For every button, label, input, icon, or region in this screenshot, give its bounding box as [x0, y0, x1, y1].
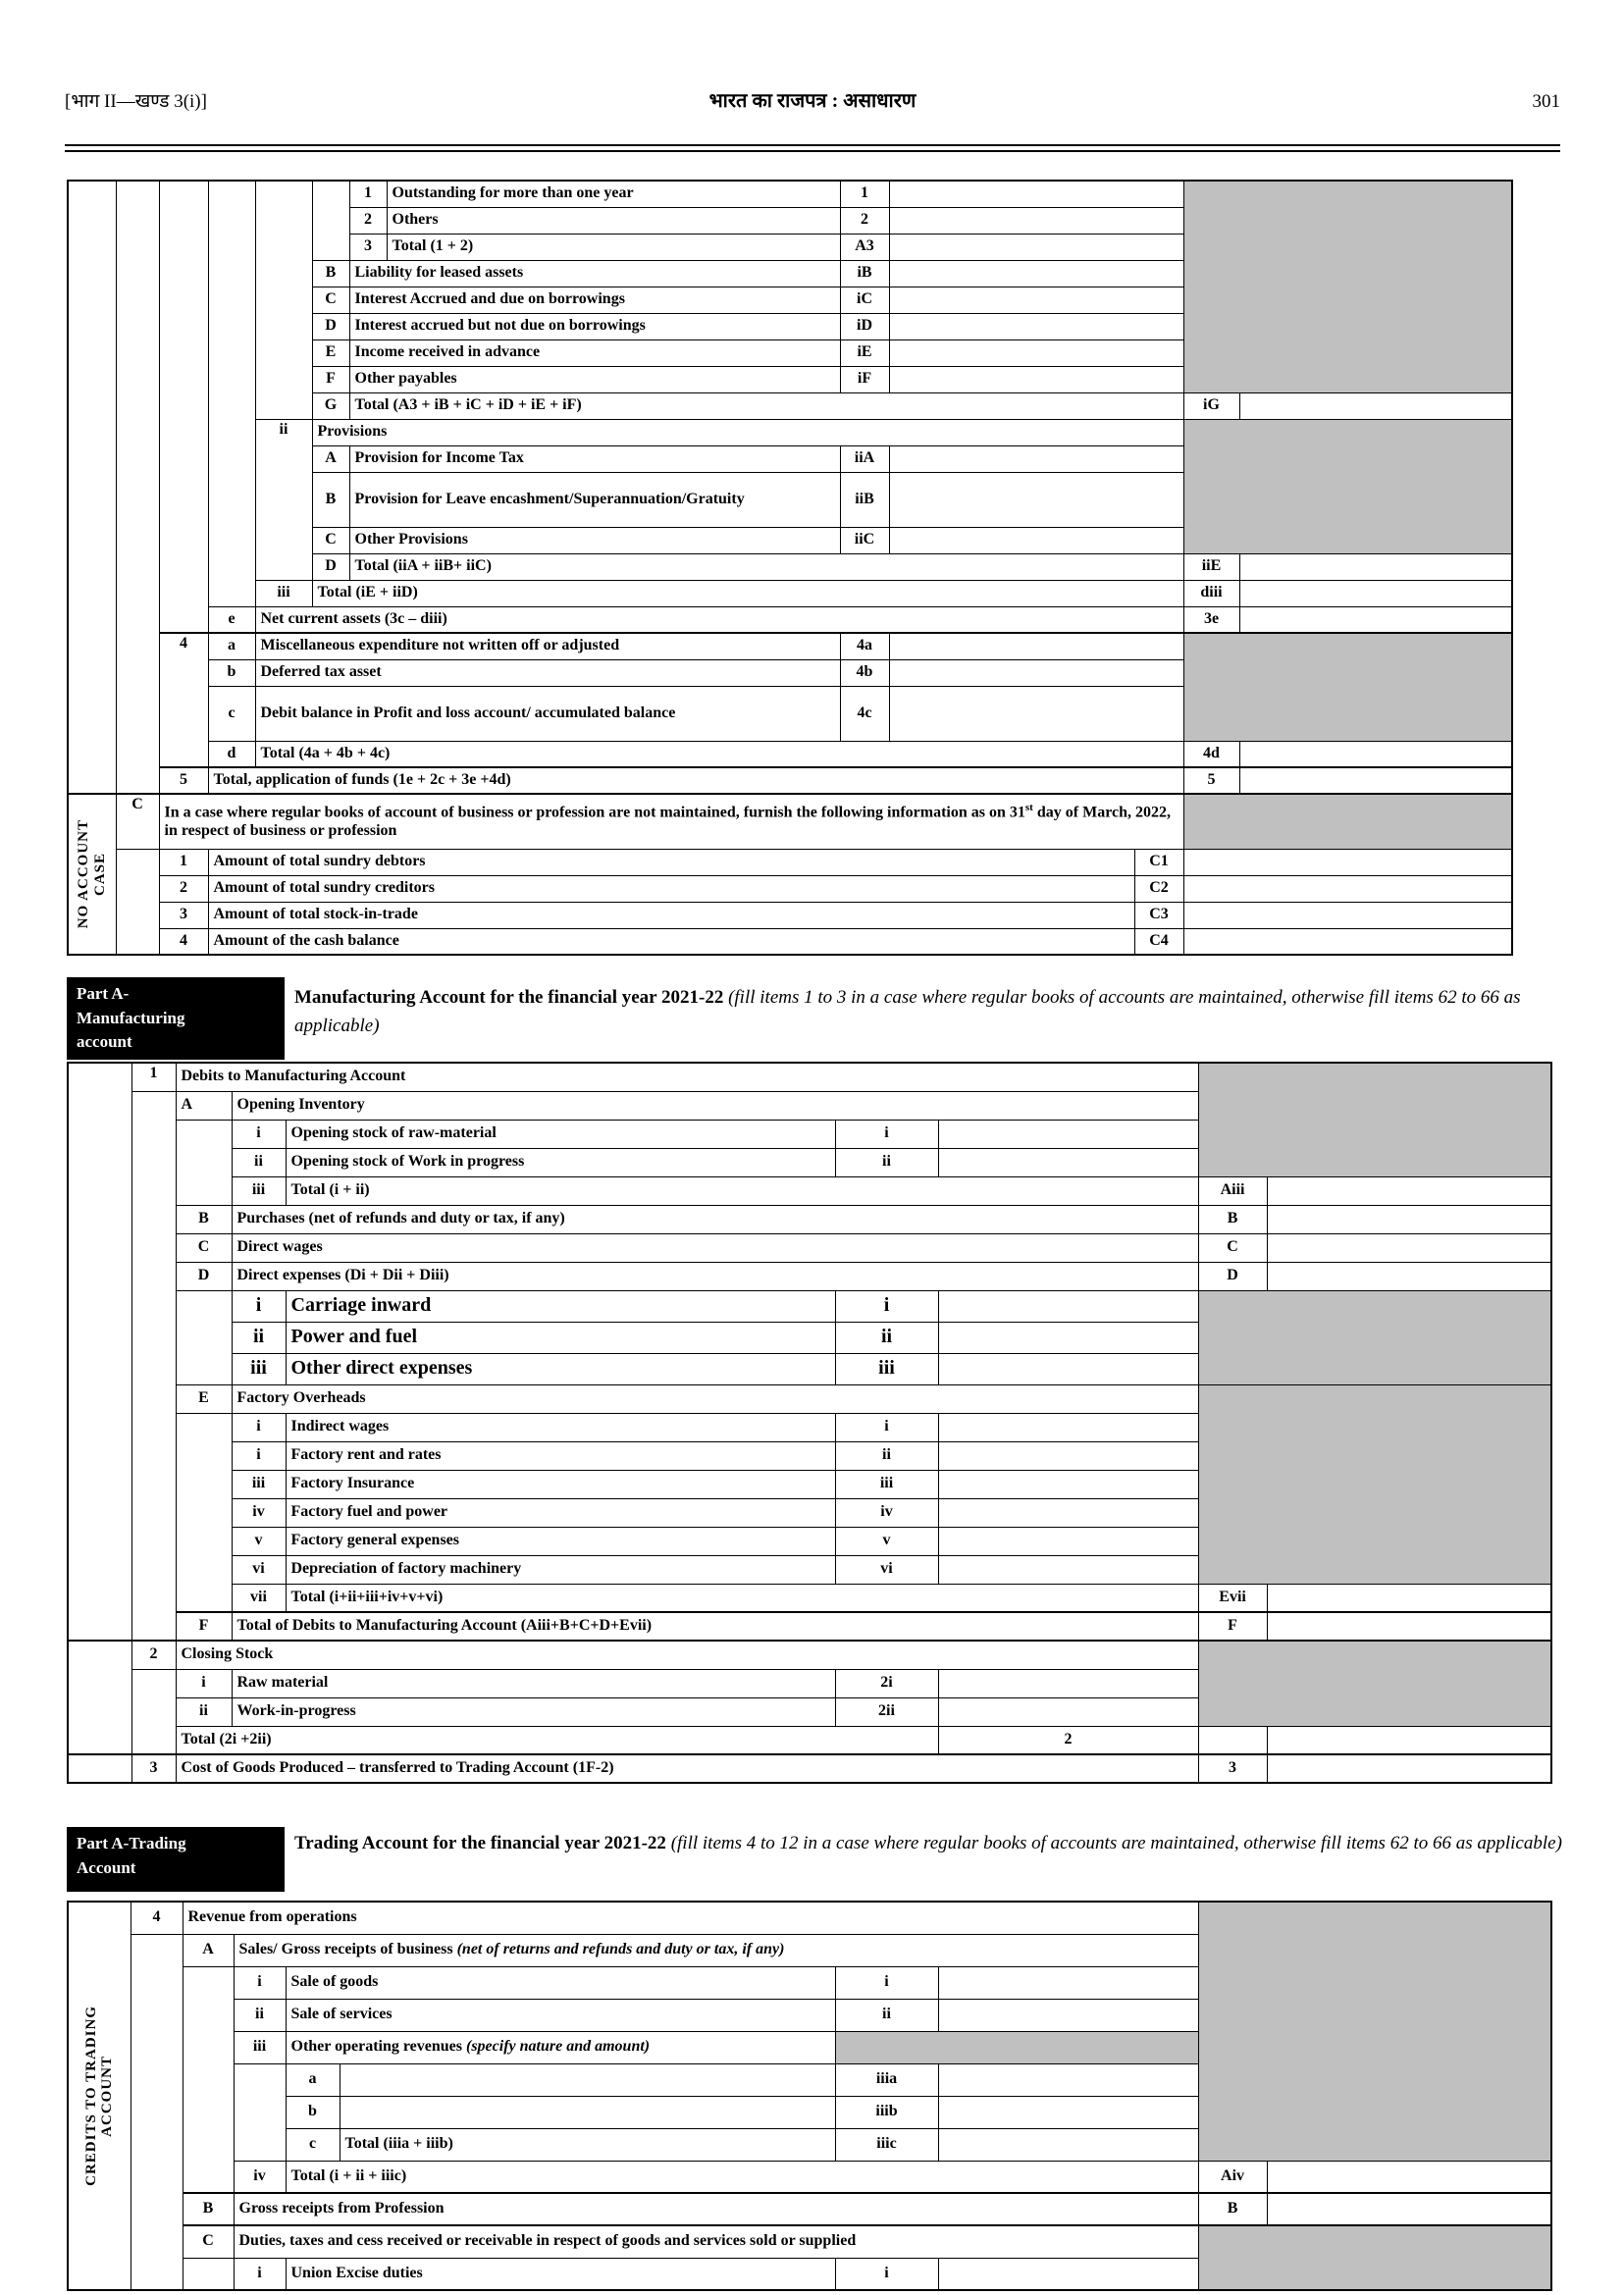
amount-input[interactable]	[1267, 1584, 1551, 1612]
empty-cell	[68, 1641, 131, 1754]
row-letter: A	[312, 445, 349, 472]
code-cell: iiC	[840, 527, 889, 553]
amount-input[interactable]	[1239, 741, 1512, 767]
amount-input[interactable]	[1239, 553, 1512, 580]
empty-cell	[176, 1290, 232, 1384]
row-letter: A	[183, 1934, 234, 1966]
item-text: Deferred tax asset	[255, 659, 840, 686]
row-letter: e	[208, 606, 255, 633]
item-text: Carriage inward	[286, 1290, 835, 1322]
shaded-cell	[835, 2031, 1198, 2063]
vertical-label-line: NO ACCOUNT	[76, 819, 92, 929]
amount-input[interactable]	[938, 1148, 1198, 1176]
amount-input[interactable]	[889, 287, 1183, 313]
shaded-cell	[1183, 181, 1512, 392]
row-letter: C	[312, 287, 349, 313]
code-cell: iv	[835, 1498, 938, 1527]
item-text: Provision for Income Tax	[349, 445, 840, 472]
code-cell: i	[835, 1966, 938, 1999]
empty-cell	[234, 2063, 286, 2161]
row-roman: ii	[234, 1999, 286, 2031]
amount-input[interactable]	[1267, 1205, 1551, 1233]
amount-input[interactable]	[1183, 875, 1512, 902]
row-roman: i	[232, 1441, 286, 1470]
row-number: 1	[349, 181, 387, 207]
empty-cell	[176, 1413, 232, 1612]
item-text: Total, application of funds (1e + 2c + 3e +4d)	[208, 767, 1183, 794]
trading-section-title	[294, 1829, 1614, 1857]
shaded-cell	[1198, 1641, 1551, 1726]
row-sub-letter: c	[286, 2128, 340, 2161]
code-cell: B	[1198, 2193, 1267, 2225]
amount-input[interactable]	[889, 339, 1183, 366]
item-text: Total (i+ii+iii+iv+v+vi)	[286, 1584, 1198, 1612]
vertical-label-line: ACCOUNT	[99, 2055, 116, 2137]
item-text: Indirect wages	[286, 1413, 835, 1441]
row-number: 4	[159, 633, 208, 767]
code-cell: iD	[840, 313, 889, 339]
row-letter: C	[116, 794, 159, 849]
item-text: Factory Overheads	[232, 1384, 1198, 1413]
amount-input[interactable]	[1267, 1233, 1551, 1262]
item-text: Total of Debits to Manufacturing Account (Aiii+B+C+D+Evii)	[232, 1612, 1198, 1641]
item-text: Provisions	[312, 419, 1183, 445]
row-roman: ii	[232, 1322, 286, 1353]
code-cell: 4d	[1183, 741, 1239, 767]
row-roman: i	[232, 1120, 286, 1148]
item-text: Other direct expenses	[286, 1353, 835, 1384]
amount-input[interactable]	[1239, 767, 1512, 794]
row-number: 1	[159, 849, 208, 875]
empty-cell	[159, 181, 208, 633]
amount-input[interactable]	[938, 1669, 1198, 1697]
amount-input[interactable]	[938, 1413, 1198, 1441]
shaded-cell	[1198, 1290, 1551, 1384]
code-cell: 3	[1198, 1754, 1267, 1783]
item-text: Work-in-progress	[232, 1697, 835, 1726]
amount-input[interactable]	[889, 234, 1183, 260]
row-number: 3	[159, 902, 208, 928]
gazette-title: भारत का राजपत्र : असाधारण	[708, 90, 917, 112]
amount-input[interactable]	[889, 527, 1183, 553]
row-letter: C	[176, 1233, 232, 1262]
vertical-label-line: CREDITS TO TRADING	[82, 2006, 99, 2186]
code-cell: i	[835, 2258, 938, 2290]
item-text: Other Provisions	[349, 527, 840, 553]
item-text: Miscellaneous expenditure not written off or adjusted	[255, 633, 840, 659]
code-cell: ii	[835, 1322, 938, 1353]
manufacturing-section-title	[294, 983, 1604, 1041]
trading-table	[67, 1901, 1552, 2291]
item-text: Interest Accrued and due on borrowings	[349, 287, 840, 313]
code-cell: iC	[840, 287, 889, 313]
superscript: st	[1024, 802, 1033, 814]
item-text: Closing Stock	[176, 1641, 1198, 1669]
item-text: Direct wages	[232, 1233, 1198, 1262]
amount-input[interactable]	[889, 445, 1183, 472]
code-cell: i	[835, 1413, 938, 1441]
item-text: Amount of total sundry debtors	[208, 849, 1134, 875]
item-text: Revenue from operations	[183, 1902, 1198, 1934]
amount-input[interactable]	[1267, 2161, 1551, 2193]
code-cell: iiia	[835, 2063, 938, 2096]
shaded-cell	[1198, 1384, 1551, 1584]
row-letter: F	[312, 366, 349, 392]
row-number: 2	[159, 875, 208, 902]
row-letter: D	[312, 313, 349, 339]
item-text: Total (iiA + iiB+ iiC)	[349, 553, 1183, 580]
row-roman: ii	[255, 419, 312, 580]
item-text: Other operating revenues (specify nature and amount)	[286, 2031, 835, 2063]
row-sub-letter: a	[286, 2063, 340, 2096]
shaded-cell	[1183, 794, 1512, 849]
amount-input[interactable]	[889, 659, 1183, 686]
amount-input[interactable]	[938, 2096, 1198, 2128]
empty-cell	[176, 1120, 232, 1205]
amount-input[interactable]	[1267, 1612, 1551, 1641]
row-roman: iii	[234, 2031, 286, 2063]
amount-input[interactable]	[1183, 849, 1512, 875]
code-cell: D	[1198, 1262, 1267, 1290]
row-letter: C	[183, 2225, 234, 2258]
amount-input[interactable]	[889, 366, 1183, 392]
item-text: Sale of services	[286, 1999, 835, 2031]
code-cell: iE	[840, 339, 889, 366]
code-cell: 3e	[1183, 606, 1239, 633]
code-cell: A3	[840, 234, 889, 260]
amount-input[interactable]	[938, 1290, 1198, 1322]
empty-cell	[68, 1063, 131, 1641]
part-a-trading-box	[67, 1827, 285, 1892]
item-text: Other payables	[349, 366, 840, 392]
row-letter: G	[312, 392, 349, 419]
empty-cell	[183, 1966, 234, 2193]
item-text: In a case where regular books of account of business or profession are not maintained, furnish the following information as on 31st day of March, 2022, in respect of business or profession	[159, 794, 1183, 849]
amount-input[interactable]	[938, 1470, 1198, 1498]
code-cell: iiE	[1183, 553, 1239, 580]
row-roman: i	[176, 1669, 232, 1697]
code-cell: ii	[835, 1999, 938, 2031]
item-text: Depreciation of factory machinery	[286, 1555, 835, 1584]
code-cell: Evii	[1198, 1584, 1267, 1612]
amount-input[interactable]	[1239, 392, 1512, 419]
code-cell: 4c	[840, 686, 889, 741]
empty-cell	[131, 1934, 183, 2290]
amount-input[interactable]	[889, 260, 1183, 287]
item-text: Power and fuel	[286, 1322, 835, 1353]
row-letter: A	[176, 1091, 232, 1120]
row-number: 2	[131, 1641, 176, 1669]
row-letter: D	[312, 553, 349, 580]
code-cell: iiB	[840, 472, 889, 527]
item-text: Opening Inventory	[232, 1091, 1198, 1120]
empty-cell	[312, 181, 349, 260]
section-box-label: Part A-Manufacturing account	[77, 984, 185, 1052]
code-cell: i	[835, 1290, 938, 1322]
code-cell: ii	[835, 1148, 938, 1176]
amount-input[interactable]	[1183, 928, 1512, 955]
code-cell: C2	[1134, 875, 1183, 902]
row-number: 3	[131, 1754, 176, 1783]
row-roman: vii	[232, 1584, 286, 1612]
amount-input[interactable]	[1267, 2193, 1551, 2225]
item-text: Amount of the cash balance	[208, 928, 1134, 955]
row-roman: iii	[232, 1470, 286, 1498]
row-letter: F	[176, 1612, 232, 1641]
code-cell: i	[835, 1120, 938, 1148]
item-text: Amount of total stock-in-trade	[208, 902, 1134, 928]
row-letter: C	[312, 527, 349, 553]
code-cell: C1	[1134, 849, 1183, 875]
empty-cell	[68, 181, 116, 794]
code-cell: iF	[840, 366, 889, 392]
no-account-case-label	[68, 794, 116, 955]
empty-cell	[208, 181, 255, 606]
row-letter: b	[208, 659, 255, 686]
code-cell: iii	[835, 1470, 938, 1498]
code-cell: C	[1198, 1233, 1267, 1262]
shaded-cell	[1198, 2225, 1551, 2290]
row-roman: ii	[232, 1148, 286, 1176]
row-roman: iv	[234, 2161, 286, 2193]
amount-input[interactable]	[938, 1353, 1198, 1384]
code-cell: iiib	[835, 2096, 938, 2128]
item-text: Amount of total sundry creditors	[208, 875, 1134, 902]
item-text: Factory rent and rates	[286, 1441, 835, 1470]
item-text: Cost of Goods Produced – transferred to Trading Account (1F-2)	[176, 1754, 1198, 1783]
code-cell: Aiii	[1198, 1176, 1267, 1205]
code-cell: 2i	[835, 1669, 938, 1697]
item-text: Debit balance in Profit and loss account/ accumulated balance	[255, 686, 840, 741]
item-text: Factory general expenses	[286, 1527, 835, 1555]
row-roman: iii	[232, 1176, 286, 1205]
shaded-cell	[1183, 633, 1512, 741]
amount-input[interactable]	[938, 1697, 1198, 1726]
row-roman: iv	[232, 1498, 286, 1527]
amount-input[interactable]	[938, 2258, 1198, 2290]
item-text: Total (A3 + iB + iC + iD + iE + iF)	[349, 392, 1183, 419]
item-text: Net current assets (3c – diii)	[255, 606, 1183, 633]
item-text: Raw material	[232, 1669, 835, 1697]
manufacturing-table	[67, 1062, 1552, 1784]
header-divider	[65, 144, 1560, 152]
row-roman: iii	[255, 580, 312, 606]
amount-input[interactable]	[938, 1999, 1198, 2031]
amount-input[interactable]	[1198, 1726, 1267, 1754]
inline-note: (net of returns and refunds and duty or tax, if any)	[456, 1941, 785, 1958]
item-text: Gross receipts from Profession	[234, 2193, 1198, 2225]
item-text: Direct expenses (Di + Dii + Diii)	[232, 1262, 1198, 1290]
code-cell: 4a	[840, 633, 889, 659]
row-roman: i	[234, 2258, 286, 2290]
row-number: 1	[131, 1063, 176, 1091]
code-cell: v	[835, 1527, 938, 1555]
item-text: Total (2i +2ii)	[176, 1726, 938, 1754]
code-cell: 1	[840, 181, 889, 207]
part-a-manufacturing-box	[67, 977, 285, 1060]
amount-input[interactable]	[1267, 1262, 1551, 1290]
code-cell: iiA	[840, 445, 889, 472]
row-roman: v	[232, 1527, 286, 1555]
item-text: Opening stock of raw-material	[286, 1120, 835, 1148]
row-number: 4	[159, 928, 208, 955]
row-letter: D	[176, 1262, 232, 1290]
code-cell: 5	[1183, 767, 1239, 794]
item-text: Union Excise duties	[286, 2258, 835, 2290]
code-cell: C3	[1134, 902, 1183, 928]
shaded-cell	[1198, 1063, 1551, 1176]
code-cell: ii	[835, 1441, 938, 1470]
gazette-part-label: [भाग II—खण्ड 3(i)]	[65, 91, 207, 112]
vertical-label-line: CASE	[91, 852, 108, 896]
amount-input[interactable]	[889, 181, 1183, 207]
row-roman: i	[232, 1413, 286, 1441]
empty-cell	[116, 181, 159, 794]
row-letter: B	[183, 2193, 234, 2225]
section-box-label: Part A-Trading Account	[77, 1834, 186, 1877]
amount-input[interactable]	[938, 2063, 1198, 2096]
row-sub-letter: b	[286, 2096, 340, 2128]
item-text: Sales/ Gross receipts of business (net of returns and refunds and duty or tax, if any)	[234, 1934, 1198, 1966]
item-text: Interest accrued but not due on borrowings	[349, 313, 840, 339]
row-letter: a	[208, 633, 255, 659]
code-cell: iB	[840, 260, 889, 287]
row-letter: E	[312, 339, 349, 366]
amount-input[interactable]	[1267, 1176, 1551, 1205]
amount-input[interactable]	[889, 207, 1183, 234]
amount-input[interactable]	[938, 1966, 1198, 1999]
item-text[interactable]	[340, 2063, 835, 2096]
item-text: Income received in advance	[349, 339, 840, 366]
code-cell: 2ii	[835, 1697, 938, 1726]
empty-cell	[131, 1669, 176, 1754]
item-text: Total (iiia + iiib)	[340, 2128, 835, 2161]
item-text: Duties, taxes and cess received or receivable in respect of goods and services sold or supplied	[234, 2225, 1198, 2258]
amount-input[interactable]	[1183, 902, 1512, 928]
row-letter: B	[176, 1205, 232, 1233]
item-text: Total (1 + 2)	[387, 234, 840, 260]
row-number: 3	[349, 234, 387, 260]
amount-input[interactable]	[889, 686, 1183, 741]
empty-cell	[116, 849, 159, 955]
amount-input[interactable]	[938, 1441, 1198, 1470]
code-cell: 4b	[840, 659, 889, 686]
item-text: Others	[387, 207, 840, 234]
item-text: Total (iE + iiD)	[312, 580, 1183, 606]
empty-cell	[255, 181, 312, 419]
amount-input[interactable]	[938, 2128, 1198, 2161]
amount-input[interactable]	[938, 1498, 1198, 1527]
code-cell: C4	[1134, 928, 1183, 955]
row-number: 2	[349, 207, 387, 234]
shaded-cell	[1183, 419, 1512, 553]
row-roman: i	[232, 1290, 286, 1322]
item-text: Total (i + ii + iiic)	[286, 2161, 1198, 2193]
row-letter: B	[312, 260, 349, 287]
amount-input[interactable]	[1267, 1754, 1551, 1783]
code-cell: vi	[835, 1555, 938, 1584]
amount-input[interactable]	[1239, 580, 1512, 606]
row-roman: vi	[232, 1555, 286, 1584]
row-roman: i	[234, 1966, 286, 1999]
row-letter: E	[176, 1384, 232, 1413]
section-title-note: (fill items 4 to 12 in a case where regular books of accounts are maintained, otherwise fill items 62 to 66 as applicable)	[670, 1833, 1562, 1853]
code-cell: 2	[938, 1726, 1198, 1754]
section-title-text: Trading Account for the financial year 2021-22	[294, 1833, 666, 1853]
empty-cell	[68, 1754, 131, 1783]
code-cell: B	[1198, 1205, 1267, 1233]
item-text: Provision for Leave encashment/Superannuation/Gratuity	[349, 472, 840, 527]
code-cell: Aiv	[1198, 2161, 1267, 2193]
code-cell: F	[1198, 1612, 1267, 1641]
row-roman: ii	[176, 1697, 232, 1726]
row-letter: c	[208, 686, 255, 741]
amount-input[interactable]	[938, 1527, 1198, 1555]
balance-sheet-table	[67, 180, 1513, 956]
item-text: Purchases (net of refunds and duty or tax, if any)	[232, 1205, 1198, 1233]
code-cell: iii	[835, 1353, 938, 1384]
amount-input[interactable]	[889, 633, 1183, 659]
row-number: 5	[159, 767, 208, 794]
item-text: Liability for leased assets	[349, 260, 840, 287]
amount-input[interactable]	[938, 1120, 1198, 1148]
code-cell: 2	[840, 207, 889, 234]
page-number: 301	[1532, 91, 1560, 112]
amount-input[interactable]	[889, 313, 1183, 339]
item-text: Sale of goods	[286, 1966, 835, 1999]
item-text: Debits to Manufacturing Account	[176, 1063, 1198, 1091]
section-title-text: Manufacturing Account for the financial year 2021-22	[294, 987, 724, 1008]
section-title-note: (fill items 1 to 3 in a case where regular books of accounts are maintained, otherwise fill items 62 to 66 as applicable)	[294, 987, 1521, 1037]
code-cell: diii	[1183, 580, 1239, 606]
item-text: Total (i + ii)	[286, 1176, 1198, 1205]
amount-input[interactable]	[889, 472, 1183, 527]
gazette-header	[65, 86, 1560, 113]
row-letter: B	[312, 472, 349, 527]
empty-cell	[131, 1091, 176, 1641]
credits-to-trading-label	[68, 1902, 131, 2290]
item-text: Factory Insurance	[286, 1470, 835, 1498]
item-text: Factory fuel and power	[286, 1498, 835, 1527]
code-cell: iG	[1183, 392, 1239, 419]
amount-input[interactable]	[938, 1555, 1198, 1584]
row-roman: iii	[232, 1353, 286, 1384]
item-text[interactable]	[340, 2096, 835, 2128]
amount-input[interactable]	[1239, 606, 1512, 633]
shaded-cell	[1198, 1902, 1551, 2161]
item-text: Opening stock of Work in progress	[286, 1148, 835, 1176]
inline-note: (specify nature and amount)	[466, 2038, 651, 2056]
item-text: Total (4a + 4b + 4c)	[255, 741, 1183, 767]
amount-input[interactable]	[938, 1322, 1198, 1353]
code-cell: iiic	[835, 2128, 938, 2161]
row-letter: d	[208, 741, 255, 767]
row-number: 4	[131, 1902, 183, 1934]
empty-cell	[183, 2258, 234, 2290]
item-text: Outstanding for more than one year	[387, 181, 840, 207]
